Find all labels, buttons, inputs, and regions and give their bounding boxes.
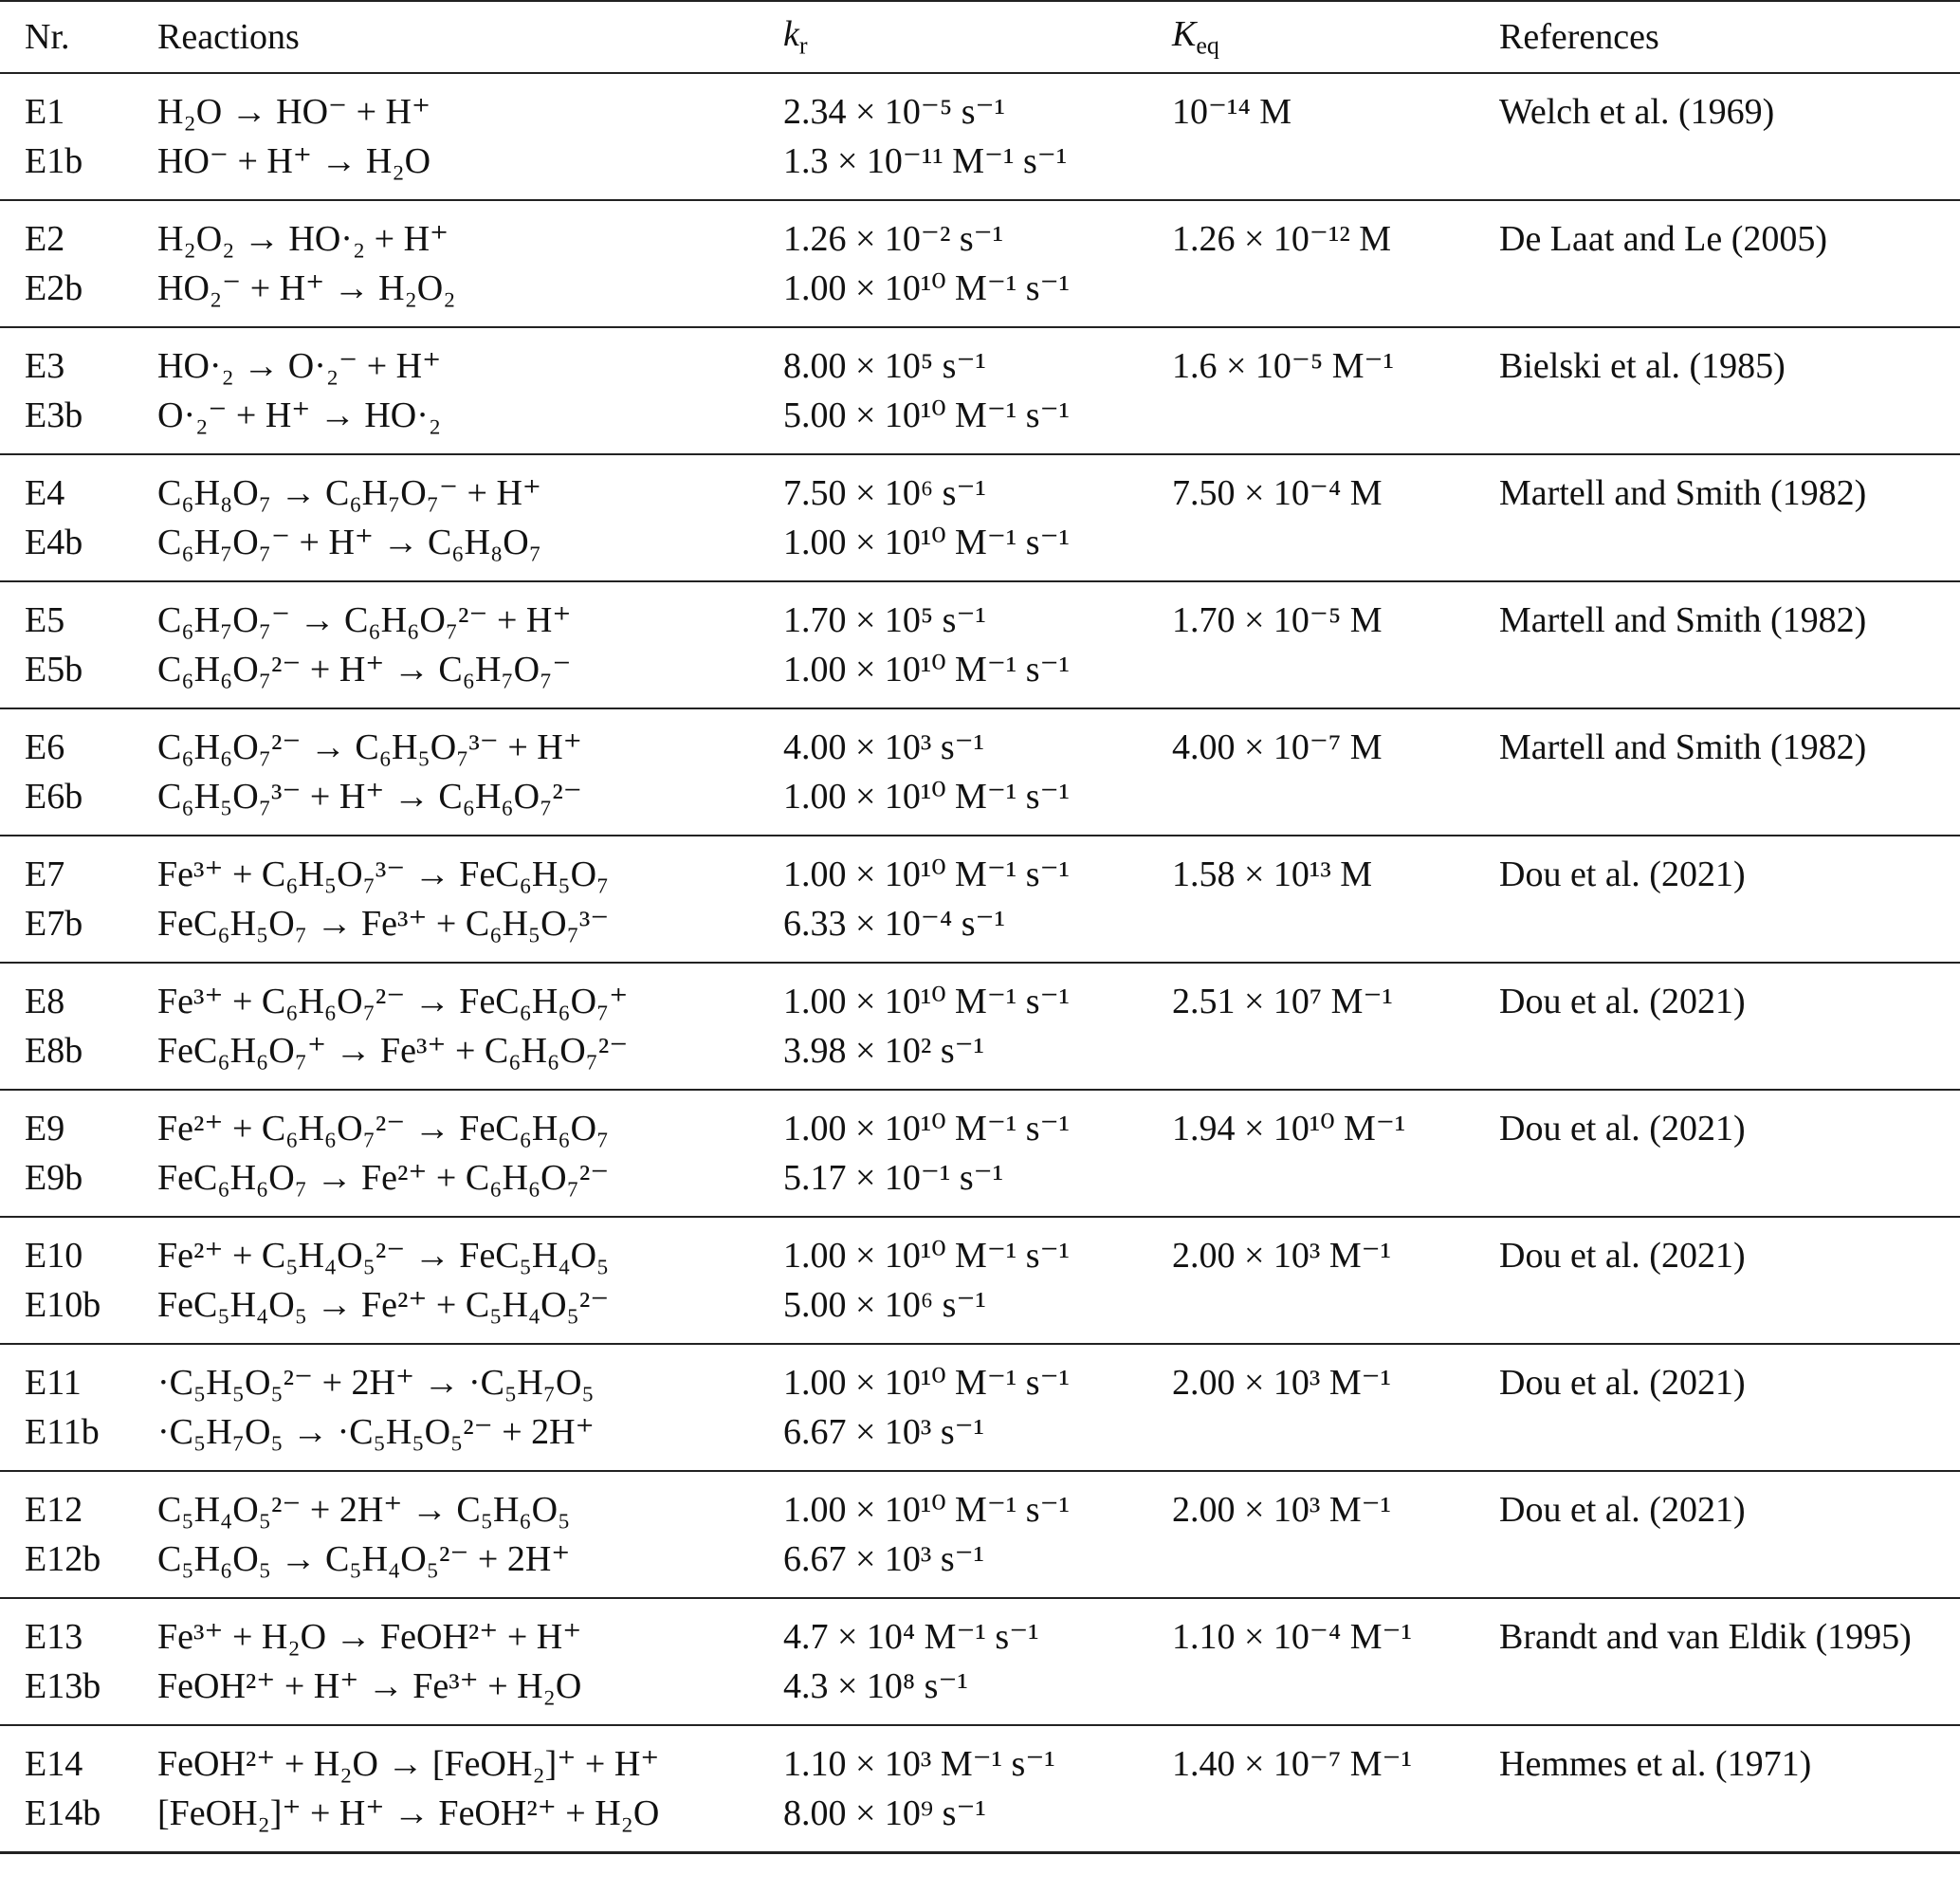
rate-constant: 1.00 × 10¹⁰ M⁻¹ s⁻¹ [783, 268, 1071, 308]
reaction-pair [0, 327, 1960, 454]
reaction-number: E1b [25, 141, 83, 181]
reaction-equation: C₅H₆O₅ → C₅H₄O₅²⁻ + 2H⁺ [157, 1539, 571, 1579]
reaction-number: E14 [25, 1744, 83, 1784]
reaction-row-backward [0, 1153, 1960, 1217]
equilibrium-constant-empty [1172, 264, 1499, 327]
equilibrium-constant-empty [1172, 1026, 1499, 1090]
reaction-equation: Fe²⁺ + C₆H₆O₇²⁻ → FeC₆H₆O₇ [157, 1109, 610, 1149]
reaction-number: E7 [25, 855, 65, 894]
reaction-pair [0, 836, 1960, 963]
reaction-row-backward [0, 1026, 1960, 1090]
reaction-equation: C₅H₄O₅²⁻ + 2H⁺ → C₅H₆O₅ [157, 1490, 571, 1530]
reaction-equation: HO⁻ + H⁺ → H₂O [157, 141, 431, 181]
reaction-equation: C₆H₆O₇²⁻ + H⁺ → C₆H₇O₇⁻ [157, 650, 572, 689]
rate-constant: 6.33 × 10⁻⁴ s⁻¹ [783, 904, 1005, 944]
reaction-number: E8b [25, 1031, 83, 1071]
reference: De Laat and Le (2005) [1499, 219, 1828, 259]
reaction-number: E6b [25, 777, 83, 817]
reaction-equation: C₆H₆O₇²⁻ → C₆H₅O₇³⁻ + H⁺ [157, 727, 582, 767]
reaction-pair [0, 1090, 1960, 1217]
reference-empty [1499, 137, 1960, 200]
rate-constant: 4.00 × 10³ s⁻¹ [783, 727, 985, 767]
reaction-number: E12 [25, 1490, 83, 1530]
equilibrium-constant: 1.26 × 10⁻¹² M [1172, 219, 1392, 259]
reaction-number: E10 [25, 1236, 83, 1276]
rate-constant: 7.50 × 10⁶ s⁻¹ [783, 473, 986, 513]
reference: Dou et al. (2021) [1499, 855, 1746, 894]
reaction-row-forward [0, 200, 1960, 264]
equilibrium-constant-empty [1172, 1407, 1499, 1471]
reaction-equation: Fe³⁺ + C₆H₅O₇³⁻ → FeC₆H₅O₇ [157, 855, 610, 894]
reaction-row-backward [0, 1789, 1960, 1853]
reaction-pair [0, 1344, 1960, 1471]
reaction-equation: FeOH²⁺ + H⁺ → Fe³⁺ + H₂O [157, 1666, 582, 1706]
reference-empty [1499, 1153, 1960, 1217]
reference-empty [1499, 899, 1960, 963]
reaction-number: E4b [25, 523, 83, 562]
reaction-row-forward [0, 963, 1960, 1026]
reaction-row-forward [0, 1090, 1960, 1153]
reaction-pair [0, 1471, 1960, 1598]
equilibrium-constant: 4.00 × 10⁻⁷ M [1172, 727, 1383, 767]
reaction-row-backward [0, 1407, 1960, 1471]
reaction-pair [0, 708, 1960, 836]
rate-constant: 1.26 × 10⁻² s⁻¹ [783, 219, 1004, 259]
rate-constant: 1.00 × 10¹⁰ M⁻¹ s⁻¹ [783, 855, 1071, 894]
reaction-number: E7b [25, 904, 83, 944]
reaction-number: E2b [25, 268, 83, 308]
header-kr-subscript: r [798, 31, 808, 60]
reaction-number: E5b [25, 650, 83, 689]
rate-constant: 5.17 × 10⁻¹ s⁻¹ [783, 1158, 1004, 1198]
reaction-row-forward [0, 1217, 1960, 1280]
rate-constant: 3.98 × 10² s⁻¹ [783, 1031, 985, 1071]
equilibrium-constant-empty [1172, 1280, 1499, 1344]
rate-constant: 4.7 × 10⁴ M⁻¹ s⁻¹ [783, 1617, 1039, 1657]
header-nr: Nr. [0, 1, 157, 73]
rate-constant: 1.00 × 10¹⁰ M⁻¹ s⁻¹ [783, 650, 1071, 689]
reaction-number: E3b [25, 395, 83, 435]
equilibrium-constant-empty [1172, 137, 1499, 200]
reaction-row-backward [0, 137, 1960, 200]
rate-constant: 1.00 × 10¹⁰ M⁻¹ s⁻¹ [783, 982, 1071, 1021]
equilibrium-constant: 10⁻¹⁴ M [1172, 92, 1291, 132]
rate-constant: 1.00 × 10¹⁰ M⁻¹ s⁻¹ [783, 523, 1071, 562]
reference-empty [1499, 772, 1960, 836]
rate-constant: 6.67 × 10³ s⁻¹ [783, 1539, 985, 1579]
header-reactions: Reactions [157, 1, 783, 73]
reaction-row-backward [0, 899, 1960, 963]
reaction-equation: C₆H₇O₇⁻ → C₆H₆O₇²⁻ + H⁺ [157, 600, 572, 640]
header-kr [783, 1, 1172, 73]
reaction-row-forward [0, 1725, 1960, 1789]
reaction-number: E6 [25, 727, 65, 767]
reference-empty [1499, 1026, 1960, 1090]
reaction-number: E9b [25, 1158, 83, 1198]
equilibrium-constant: 1.58 × 10¹³ M [1172, 855, 1373, 894]
header-keq-symbol: K [1172, 14, 1197, 55]
equilibrium-constant-empty [1172, 391, 1499, 454]
reaction-pair [0, 454, 1960, 581]
reaction-equation: HO·₂ → O·₂⁻ + H⁺ [157, 346, 442, 386]
reaction-equation: Fe²⁺ + C₅H₄O₅²⁻ → FeC₅H₄O₅ [157, 1236, 610, 1276]
reaction-row-forward [0, 1344, 1960, 1407]
reaction-row-backward [0, 645, 1960, 708]
equilibrium-constant-empty [1172, 518, 1499, 581]
reference-empty [1499, 1280, 1960, 1344]
reaction-number: E11 [25, 1363, 82, 1403]
equilibrium-constant-empty [1172, 645, 1499, 708]
equilibrium-constant-empty [1172, 1153, 1499, 1217]
equilibrium-constant: 1.6 × 10⁻⁵ M⁻¹ [1172, 346, 1394, 386]
rate-constant: 1.3 × 10⁻¹¹ M⁻¹ s⁻¹ [783, 141, 1068, 181]
reaction-number: E13b [25, 1666, 101, 1706]
equilibrium-constant-empty [1172, 1535, 1499, 1598]
reaction-equation: H₂O → HO⁻ + H⁺ [157, 92, 431, 132]
reference: Dou et al. (2021) [1499, 982, 1746, 1021]
reaction-number: E1 [25, 92, 65, 132]
reaction-equation: O·₂⁻ + H⁺ → HO·₂ [157, 395, 442, 435]
rate-constant: 1.00 × 10¹⁰ M⁻¹ s⁻¹ [783, 1109, 1071, 1149]
reference: Dou et al. (2021) [1499, 1490, 1746, 1530]
reference: Martell and Smith (1982) [1499, 727, 1867, 767]
equilibrium-constant: 7.50 × 10⁻⁴ M [1172, 473, 1383, 513]
table-header [0, 1, 1960, 73]
rate-constant: 5.00 × 10⁶ s⁻¹ [783, 1285, 986, 1325]
reaction-pair [0, 963, 1960, 1090]
reaction-pair [0, 73, 1960, 200]
header-keq-subscript: eq [1196, 31, 1219, 60]
equilibrium-constant: 2.00 × 10³ M⁻¹ [1172, 1236, 1392, 1276]
reaction-equation: FeC₆H₆O₇⁺ → Fe³⁺ + C₆H₆O₇²⁻ [157, 1031, 629, 1071]
reference-empty [1499, 391, 1960, 454]
equilibrium-constant: 2.00 × 10³ M⁻¹ [1172, 1490, 1392, 1530]
equilibrium-constant: 1.94 × 10¹⁰ M⁻¹ [1172, 1109, 1406, 1149]
reference: Dou et al. (2021) [1499, 1236, 1746, 1276]
rate-constant: 1.00 × 10¹⁰ M⁻¹ s⁻¹ [783, 1236, 1071, 1276]
equilibrium-constant: 1.70 × 10⁻⁵ M [1172, 600, 1383, 640]
rate-constant: 4.3 × 10⁸ s⁻¹ [783, 1666, 968, 1706]
reaction-number: E2 [25, 219, 65, 259]
equilibrium-constant: 2.51 × 10⁷ M⁻¹ [1172, 982, 1393, 1021]
equilibrium-constant-empty [1172, 1789, 1499, 1853]
reaction-pair [0, 581, 1960, 708]
reaction-row-forward [0, 581, 1960, 645]
reaction-row-forward [0, 73, 1960, 137]
reaction-row-backward [0, 1535, 1960, 1598]
reaction-row-forward [0, 1471, 1960, 1535]
rate-constant: 1.00 × 10¹⁰ M⁻¹ s⁻¹ [783, 1490, 1071, 1530]
reaction-row-backward [0, 264, 1960, 327]
rate-constant: 8.00 × 10⁵ s⁻¹ [783, 346, 986, 386]
reference-empty [1499, 264, 1960, 327]
reaction-number: E3 [25, 346, 65, 386]
reaction-equation: Fe³⁺ + H₂O → FeOH²⁺ + H⁺ [157, 1617, 582, 1657]
reaction-equation: C₆H₅O₇³⁻ + H⁺ → C₆H₆O₇²⁻ [157, 777, 582, 817]
rate-constant: 1.00 × 10¹⁰ M⁻¹ s⁻¹ [783, 1363, 1071, 1403]
reaction-equation: C₆H₈O₇ → C₆H₇O₇⁻ + H⁺ [157, 473, 541, 513]
reaction-pair [0, 1217, 1960, 1344]
equilibrium-constant: 1.40 × 10⁻⁷ M⁻¹ [1172, 1744, 1412, 1784]
reference: Dou et al. (2021) [1499, 1363, 1746, 1403]
reaction-equation: FeC₅H₄O₅ → Fe²⁺ + C₅H₄O₅²⁻ [157, 1285, 610, 1325]
reaction-row-backward [0, 772, 1960, 836]
reaction-number: E11b [25, 1412, 100, 1452]
reaction-pair [0, 1725, 1960, 1853]
reference-empty [1499, 645, 1960, 708]
reaction-equation: ·C₅H₇O₅ → ·C₅H₅O₅²⁻ + 2H⁺ [157, 1412, 595, 1452]
reference: Welch et al. (1969) [1499, 92, 1775, 132]
reaction-equation: Fe³⁺ + C₆H₆O₇²⁻ → FeC₆H₆O₇⁺ [157, 982, 629, 1021]
reaction-equation: C₆H₇O₇⁻ + H⁺ → C₆H₈O₇ [157, 523, 541, 562]
reaction-number: E5 [25, 600, 65, 640]
header-references: References [1499, 1, 1960, 73]
reference-empty [1499, 1407, 1960, 1471]
reaction-row-forward [0, 454, 1960, 518]
rate-constant: 8.00 × 10⁹ s⁻¹ [783, 1793, 986, 1833]
rate-constant: 2.34 × 10⁻⁵ s⁻¹ [783, 92, 1005, 132]
reference: Martell and Smith (1982) [1499, 473, 1867, 513]
header-keq [1172, 1, 1499, 73]
reaction-row-forward [0, 1598, 1960, 1662]
reaction-pair [0, 1598, 1960, 1725]
reference-empty [1499, 518, 1960, 581]
reference: Martell and Smith (1982) [1499, 600, 1867, 640]
rate-constant: 6.67 × 10³ s⁻¹ [783, 1412, 985, 1452]
reaction-number: E8 [25, 982, 65, 1021]
header-kr-symbol: k [783, 14, 799, 55]
reaction-row-backward [0, 518, 1960, 581]
reaction-equation: [FeOH₂]⁺ + H⁺ → FeOH²⁺ + H₂O [157, 1793, 660, 1833]
equilibrium-constant-empty [1172, 899, 1499, 963]
reference: Dou et al. (2021) [1499, 1109, 1746, 1149]
reference: Brandt and van Eldik (1995) [1499, 1617, 1912, 1657]
equilibrium-constant-empty [1172, 1662, 1499, 1725]
rate-constant: 5.00 × 10¹⁰ M⁻¹ s⁻¹ [783, 395, 1071, 435]
reaction-number: E9 [25, 1109, 65, 1149]
equilibrium-constant-empty [1172, 772, 1499, 836]
reference-empty [1499, 1535, 1960, 1598]
reaction-equation: HO₂⁻ + H⁺ → H₂O₂ [157, 268, 456, 308]
reaction-row-backward [0, 391, 1960, 454]
reference: Hemmes et al. (1971) [1499, 1744, 1812, 1784]
reaction-equation: ·C₅H₅O₅²⁻ + 2H⁺ → ·C₅H₇O₅ [157, 1363, 595, 1403]
rate-constant: 1.70 × 10⁵ s⁻¹ [783, 600, 986, 640]
reaction-row-backward [0, 1280, 1960, 1344]
reference-empty [1499, 1662, 1960, 1725]
reaction-number: E12b [25, 1539, 101, 1579]
rate-constant: 1.00 × 10¹⁰ M⁻¹ s⁻¹ [783, 777, 1071, 817]
equilibrium-constant: 2.00 × 10³ M⁻¹ [1172, 1363, 1392, 1403]
reaction-row-backward [0, 1662, 1960, 1725]
reaction-equation: FeC₆H₅O₇ → Fe³⁺ + C₆H₅O₇³⁻ [157, 904, 610, 944]
reference: Bielski et al. (1985) [1499, 346, 1786, 386]
reaction-row-forward [0, 708, 1960, 772]
reaction-number: E4 [25, 473, 65, 513]
reaction-number: E10b [25, 1285, 101, 1325]
reaction-row-forward [0, 836, 1960, 899]
reference-empty [1499, 1789, 1960, 1853]
reaction-row-forward [0, 327, 1960, 391]
reaction-number: E14b [25, 1793, 101, 1833]
rate-constant: 1.10 × 10³ M⁻¹ s⁻¹ [783, 1744, 1055, 1784]
reaction-equation: H₂O₂ → HO·₂ + H⁺ [157, 219, 449, 259]
reaction-equation: FeOH²⁺ + H₂O → [FeOH₂]⁺ + H⁺ [157, 1744, 660, 1784]
reaction-pair [0, 200, 1960, 327]
reaction-number: E13 [25, 1617, 83, 1657]
equilibrium-constant: 1.10 × 10⁻⁴ M⁻¹ [1172, 1617, 1412, 1657]
reaction-equation: FeC₆H₆O₇ → Fe²⁺ + C₆H₆O₇²⁻ [157, 1158, 610, 1198]
